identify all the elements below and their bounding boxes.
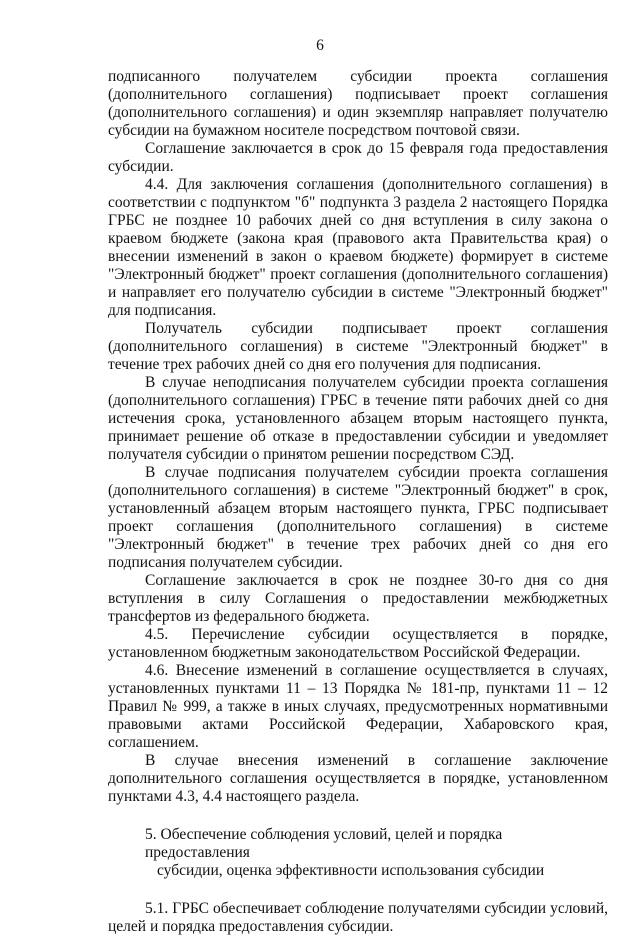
paragraph-4-4: 4.4. Для заключения соглашения (дополнительного соглашения) в соответствии с подпунктом "б" подпункта 3 раздела 2 настоящего Порядка ГРБС не позднее 10 рабочих дней со дня вступления в силу закона о краевом бюджете (закона края (правового акта Правительства края) о внесении изменений в закон о краевом бюджете) формирует в системе "Электронный бюджет" проект соглашения (дополнительного соглашения) и направляет его получателю субсидии в системе "Электронный бюджет" для подписания. [108, 176, 608, 319]
paragraph-continuation: подписанного получателем субсидии проекта соглашения (дополнительного соглашения) подписывает проект соглашения (дополнительного соглашения) и один экземпляр направляет получателю субсидии на бумажном носителе посредством почтовой связи. [108, 68, 608, 139]
paragraph-5-1: 5.1. ГРБС обеспечивает соблюдение получателями субсидии условий, целей и порядка предоставления субсидии. [108, 900, 608, 935]
paragraph-signing-deadline: Соглашение заключается в срок до 15 февраля года предоставления субсидии. [108, 140, 608, 175]
section-heading-line2: субсидии, оценка эффективности использования субсидии [157, 862, 545, 879]
paragraph-deadline-30-days: Соглашение заключается в срок не позднее 30-го дня со дня вступления в силу Соглашения о предоставлении межбюджетных трансфертов из федерального бюджета. [108, 572, 608, 625]
paragraph-amendments: В случае внесения изменений в соглашение заключение дополнительного соглашения осуществляется в порядке, установленном пунктами 4.3, 4.4 настоящего раздела. [108, 752, 608, 805]
paragraph-refusal: В случае неподписания получателем субсидии проекта соглашения (дополнительного соглашения) ГРБС в течение пяти рабочих дней со дня истечения срока, установленного абзацем вторым настоящего пункта, принимает решение об отказе в предоставлении субсидии и уведомляет получателя субсидии о принятом решении посредством СЭД. [108, 374, 608, 463]
document-body [108, 68, 608, 936]
page-number: 6 [316, 37, 324, 54]
paragraph-4-5: 4.5. Перечисление субсидии осуществляется в порядке, установленном бюджетным законодательством Российской Федерации. [108, 626, 608, 661]
paragraph-grbs-signs: В случае подписания получателем субсидии проекта соглашения (дополнительного соглашения) в системе "Электронный бюджет" в срок, установленный абзацем вторым настоящего пункта, ГРБС подписывает проект соглашения (дополнительного соглашения) в системе "Электронный бюджет" в течение трех рабочих дней со дня его подписания получателем субсидии. [108, 464, 608, 571]
paragraph-recipient-signs: Получатель субсидии подписывает проект соглашения (дополнительного соглашения) в системе "Электронный бюджет" в течение трех рабочих дней со дня его получения для подписания. [108, 320, 608, 373]
section-5-heading [108, 826, 608, 880]
section-heading-line1: 5. Обеспечение соблюдения условий, целей и порядка предоставления [145, 826, 503, 861]
paragraph-4-6: 4.6. Внесение изменений в соглашение осуществляется в случаях, установленных пунктами 11 – 13 Порядка № 181-пр, пунктами 11 – 12 Правил № 999, а также в иных случаях, предусмотренных нормативными правовыми актами Российской Федерации, Хабаровского края, соглашением. [108, 662, 608, 751]
